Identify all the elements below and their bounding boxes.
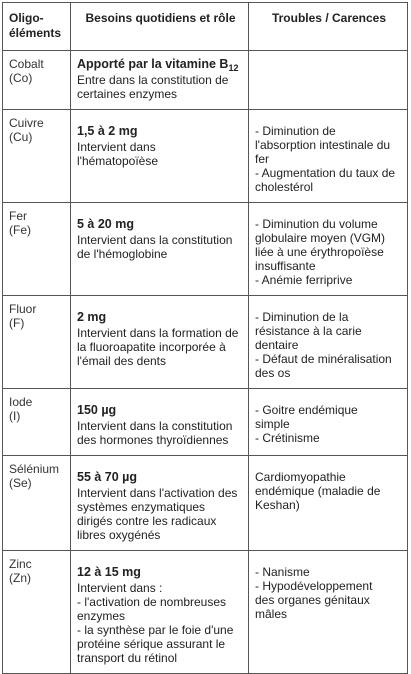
element-symbol: (Zn) <box>9 571 31 585</box>
trouble-line: fer <box>255 152 270 166</box>
table-row <box>3 456 408 551</box>
trouble-line: globulaire moyen (VGM) <box>255 231 386 245</box>
element-name: Fer <box>9 209 27 223</box>
trouble-line: - Crétinisme <box>255 431 320 445</box>
element-cell <box>3 456 71 551</box>
daily-dose-text: 12 à 15 mg <box>77 565 141 579</box>
element-symbol: (Fe) <box>9 223 31 237</box>
role-line: Intervient dans : <box>77 581 163 595</box>
element-symbol: (Cu) <box>9 130 33 144</box>
besoins-cell <box>71 51 249 110</box>
role-line: la fluoroapatite incorporée à <box>77 340 226 354</box>
besoins-cell <box>71 389 249 456</box>
element-symbol: (F) <box>9 316 25 330</box>
trouble-line: dentaire <box>255 338 299 352</box>
role-line: des hormones thyroïdiennes <box>77 433 229 447</box>
trouble-line: mâles <box>255 607 288 621</box>
role-line: Intervient dans l'activation des <box>77 486 238 500</box>
table-body <box>3 51 408 674</box>
trouble-line: - Anémie ferriprive <box>255 273 353 287</box>
trouble-line: résistance à la carie <box>255 324 362 338</box>
trouble-line: des organes génitaux <box>255 593 370 607</box>
besoins-cell <box>71 110 249 203</box>
role-line: systèmes enzymatiques <box>77 500 206 514</box>
besoins-cell <box>71 296 249 389</box>
troubles-cell <box>249 51 408 110</box>
trouble-line: simple <box>255 417 290 431</box>
trouble-line: - Nanisme <box>255 565 310 579</box>
daily-dose-text: 5 à 20 mg <box>77 217 134 231</box>
element-cell <box>3 51 71 110</box>
role-line: - l'activation de nombreuses <box>77 595 227 609</box>
element-name: Cuivre <box>9 116 44 130</box>
daily-dose-text: 55 à 70 µg <box>77 470 138 484</box>
trouble-line: cholestérol <box>255 180 314 194</box>
besoins-cell <box>71 203 249 296</box>
element-name: Cobalt <box>9 57 44 71</box>
role-line: Intervient dans <box>77 140 156 154</box>
troubles-cell <box>249 389 408 456</box>
troubles-cell <box>249 110 408 203</box>
besoins-cell <box>71 456 249 551</box>
table-row <box>3 389 408 456</box>
role-line: certaines enzymes <box>77 87 178 101</box>
element-cell <box>3 551 71 674</box>
role-line: dirigés contre les radicaux <box>77 514 217 528</box>
element-name: Zinc <box>9 557 32 571</box>
element-symbol: (I) <box>9 409 21 423</box>
table-row <box>3 51 408 110</box>
role-line: transport du rétinol <box>77 651 178 665</box>
troubles-cell <box>249 551 408 674</box>
daily-dose <box>77 470 244 484</box>
role-line: Intervient dans la formation de <box>77 326 239 340</box>
header-oligo-line2: éléments <box>9 26 62 40</box>
oligo-elements-table <box>2 2 408 674</box>
role-line: - la synthèse par le foie d'une <box>77 623 234 637</box>
trouble-line: l'absorption intestinale du <box>255 138 391 152</box>
table-row <box>3 203 408 296</box>
element-symbol: (Se) <box>9 476 32 490</box>
daily-dose <box>77 217 244 231</box>
daily-dose <box>77 124 244 138</box>
table-header-row <box>3 3 408 51</box>
element-cell <box>3 203 71 296</box>
trouble-line: insuffisante <box>255 259 316 273</box>
daily-dose <box>77 565 244 579</box>
table-row <box>3 110 408 203</box>
trouble-line: - Diminution de <box>255 124 336 138</box>
troubles-cell <box>249 296 408 389</box>
element-name: Sélénium <box>9 462 60 476</box>
role-line: protéine sérique assurant le <box>77 637 226 651</box>
trouble-line: liée à une érythropoïèse <box>255 245 384 259</box>
trouble-line: - Augmentation du taux de <box>255 166 396 180</box>
table-row <box>3 551 408 674</box>
role-line: de l'hémoglobine <box>77 247 168 261</box>
troubles-cell <box>249 456 408 551</box>
header-oligo-elements <box>3 3 71 51</box>
daily-dose-text: 1,5 à 2 mg <box>77 124 138 138</box>
daily-dose-text: 150 µg <box>77 403 117 417</box>
trouble-line: Cardiomyopathie <box>255 470 346 484</box>
role-line: l'émail des dents <box>77 354 167 368</box>
element-cell <box>3 389 71 456</box>
element-name: Fluor <box>9 302 37 316</box>
role-line: Intervient dans la constitution <box>77 233 233 247</box>
troubles-cell <box>249 203 408 296</box>
daily-dose-text: 2 mg <box>77 310 107 324</box>
trouble-line: - Diminution du volume <box>255 217 378 231</box>
dose-subscript: 12 <box>228 63 239 73</box>
role-line: Entre dans la constitution de <box>77 73 229 87</box>
daily-dose <box>77 403 244 417</box>
trouble-line: endémique (maladie de <box>255 484 381 498</box>
trouble-line: - Diminution de la <box>255 310 349 324</box>
trouble-line: - Goitre endémique <box>255 403 358 417</box>
daily-dose-text: Apporté par la vitamine B <box>77 57 229 71</box>
header-oligo-line1: Oligo- <box>9 11 44 25</box>
trouble-line: - Hypodéveloppement <box>255 579 373 593</box>
header-besoins: Besoins quotidiens et rôle <box>71 3 249 51</box>
trouble-line: Keshan) <box>255 498 300 512</box>
daily-dose <box>77 310 244 324</box>
role-line: enzymes <box>77 609 126 623</box>
trouble-line: - Défaut de minéralisation <box>255 352 392 366</box>
trouble-line: des os <box>255 366 291 380</box>
besoins-cell <box>71 551 249 674</box>
table-row <box>3 296 408 389</box>
header-troubles: Troubles / Carences <box>249 3 408 51</box>
role-line: l'hématopoïèse <box>77 154 159 168</box>
role-line: libres oxygénés <box>77 528 161 542</box>
role-line: Intervient dans la constitution <box>77 419 233 433</box>
element-symbol: (Co) <box>9 71 33 85</box>
element-name: Iode <box>9 395 33 409</box>
element-cell <box>3 296 71 389</box>
daily-dose <box>77 57 244 71</box>
element-cell <box>3 110 71 203</box>
